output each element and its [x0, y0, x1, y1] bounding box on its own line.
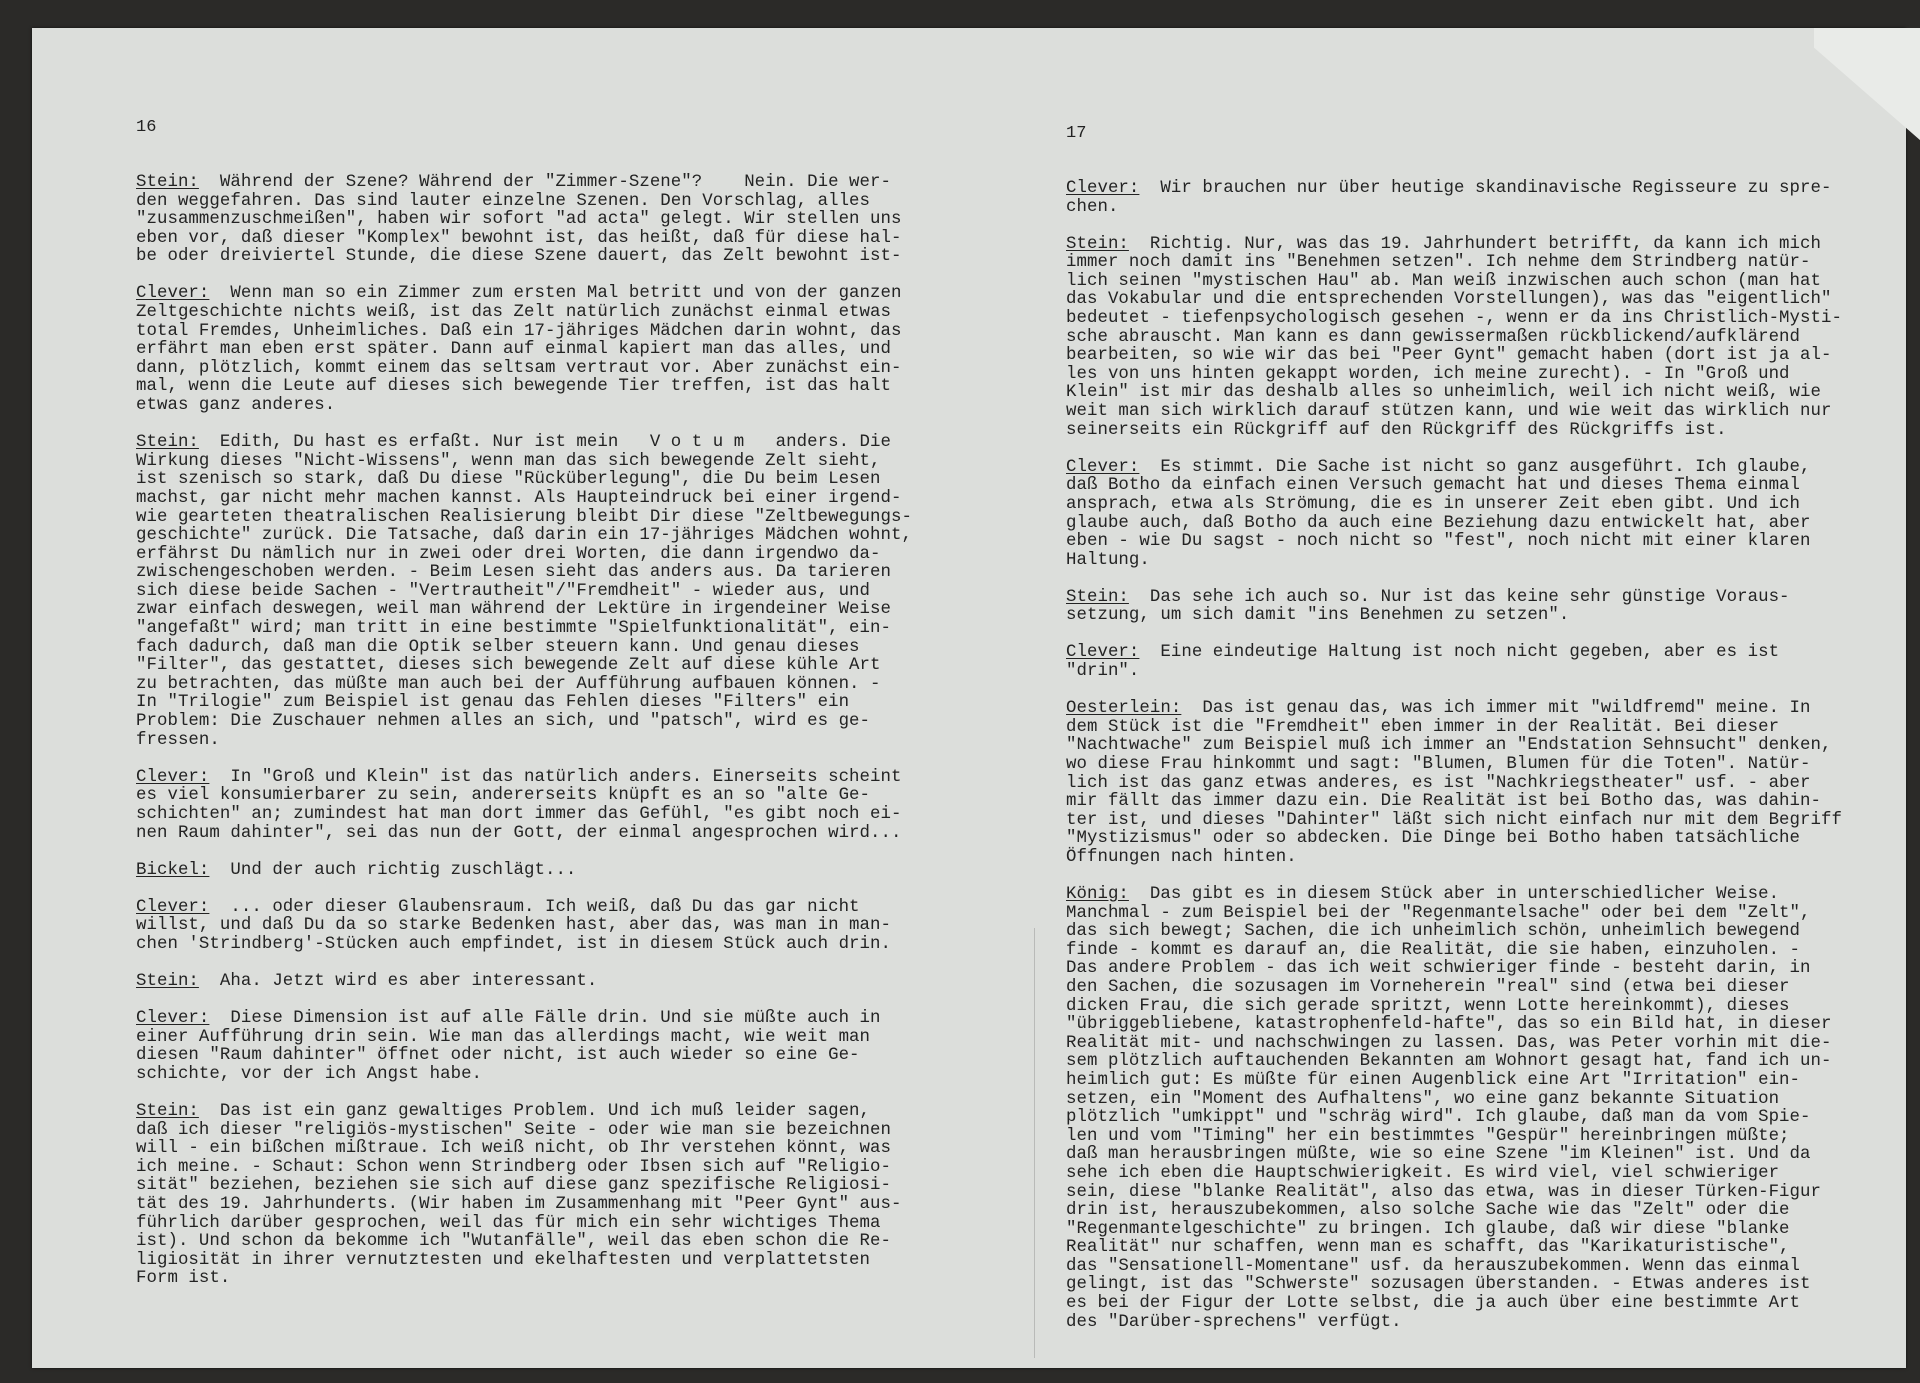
- text-line: "angefaßt" wird; man tritt in eine bestimmte "Spielfunktionalität", ein-: [136, 619, 891, 639]
- text-line: sich diese beide Sachen - "Vertrautheit"/"Fremdheit" - wieder aus, und: [136, 581, 871, 601]
- text-line: immer noch damit ins "Benehmen setzen". Ich nehme dem Strindberg natür-: [1066, 253, 1811, 273]
- text-line: fressen.: [136, 730, 220, 750]
- text-line: plötzlich "umkippt" und "schräg wird". Ich glaube, daß man da vom Spie-: [1066, 1108, 1811, 1128]
- text-line: daß Botho da einfach einen Versuch gemacht hat und dieses Thema einmal: [1066, 476, 1801, 496]
- text-line: Realität" nur schaffen, wenn man es schafft, das "Karikaturistische",: [1066, 1238, 1790, 1258]
- dialogue-paragraph: [136, 1103, 976, 1289]
- dialogue-paragraph: [1066, 236, 1896, 441]
- text-line: das Vokabular und die entsprechenden Vorstellungen), was das "eigentlich": [1066, 290, 1832, 310]
- text-line: Aha. Jetzt wird es aber interessant.: [198, 971, 598, 991]
- speaker-name: Clever:: [1066, 643, 1140, 663]
- page-number-left: 16: [136, 118, 157, 137]
- text-line: sehe ich eben die Hauptschwierigkeit. Es wird viel, viel schwieriger: [1066, 1163, 1780, 1183]
- text-line: dicken Frau, die sich gerade spritzt, wenn Lotte hereinkommt), dieses: [1066, 996, 1790, 1016]
- text-line: be oder dreiviertel Stunde, die diese Szene dauert, das Zelt bewohnt ist-: [136, 247, 902, 267]
- text-line: Das sehe ich auch so. Nur ist das keine sehr günstige Voraus-: [1128, 587, 1790, 607]
- speaker-name: Oesterlein:: [1066, 699, 1182, 719]
- speaker-name: Clever:: [136, 284, 210, 304]
- text-line: chen 'Strindberg'-Stücken auch empfindet, ist in diesem Stück auch drin.: [136, 934, 891, 954]
- text-line: "drin".: [1066, 662, 1140, 682]
- speaker-name: Stein:: [136, 971, 199, 991]
- speaker-name: Bickel:: [136, 860, 210, 880]
- text-line: chen.: [1066, 197, 1119, 217]
- text-line: wie gearteten theatralischen Realisierung bleibt Dir diese "Zeltbewegungs-: [136, 507, 912, 527]
- text-line: machst, gar nicht mehr machen kannst. Als Haupteindruck bei einer irgend-: [136, 488, 902, 508]
- text-line: ter ist, und dieses "Dahinter" läßt sich nicht einfach nur mit dem Begriff: [1066, 810, 1842, 830]
- text-line: Das ist ein ganz gewaltiges Problem. Und ich muß leider sagen,: [198, 1101, 871, 1121]
- text-line: Richtig. Nur, was das 19. Jahrhundert betrifft, da kann ich mich: [1128, 234, 1822, 254]
- text-line: Es stimmt. Die Sache ist nicht so ganz ausgeführt. Ich glaube,: [1139, 457, 1811, 477]
- text-line: Form ist.: [136, 1269, 231, 1289]
- text-line: Während der Szene? Während der "Zimmer-Szene"? Nein. Die wer-: [198, 173, 892, 192]
- text-line: will - ein bißchen mißtraue. Ich weiß nicht, ob Ihr verstehen könnt, was: [136, 1139, 891, 1159]
- text-line: ich meine. - Schaut: Schon wenn Strindberg oder Ibsen sich auf "Religio-: [136, 1157, 891, 1177]
- dialogue-paragraph: [136, 434, 976, 750]
- speaker-name: Stein:: [1066, 234, 1129, 254]
- text-line: "übriggebliebene, katastrophenfeld-hafte", das so ein Bild hat, in dieser: [1066, 1015, 1832, 1035]
- speaker-name: Clever:: [136, 897, 210, 917]
- text-line: eben vor, daß dieser "Komplex" bewohnt ist, das heißt, daß für diese hal-: [136, 228, 902, 248]
- text-line: schichten" an; zumindest hat man dort immer das Gefühl, "es gibt noch ei-: [136, 804, 902, 824]
- text-line: fach dadurch, daß man die Optik selber steuern kann. Und genau dieses: [136, 637, 860, 657]
- text-line: ist szenisch so stark, daß Du diese "Rücküberlegung", die Du beim Lesen: [136, 470, 881, 490]
- text-line: Problem: Die Zuschauer nehmen alles an sich, und "patsch", wird es ge-: [136, 712, 871, 732]
- text-line: setzung, um sich damit "ins Benehmen zu setzen".: [1066, 606, 1570, 626]
- text-line: Das ist genau das, was ich immer mit "wildfremd" meine. In: [1181, 699, 1811, 719]
- text-line: dem Stück ist die "Fremdheit" eben immer in der Realität. Bei dieser: [1066, 717, 1780, 737]
- speaker-name: Clever:: [1066, 457, 1140, 477]
- right-page-text: [1066, 180, 1896, 1351]
- dialogue-paragraph: [1066, 589, 1896, 626]
- text-line: zwar einfach deswegen, weil man während der Lektüre in irgendeiner Weise: [136, 600, 891, 620]
- text-line: ligiosität in ihrer vernutztesten und ekelhaftesten und verplattetsten: [136, 1250, 871, 1270]
- text-line: willst, und daß Du da so starke Bedenken hast, aber das, was man in man-: [136, 916, 891, 936]
- page-number-right: 17: [1066, 124, 1087, 143]
- text-line: sche abrauscht. Man kann es dann gewissermaßen rückblickend/aufklärend: [1066, 327, 1801, 347]
- text-line: Klein" ist mir das deshalb alles so unheimlich, weil ich nicht weiß, wie: [1066, 383, 1821, 403]
- text-line: es viel konsumierbarer zu sein, andererseits knüpft es an so "alte Ge-: [136, 786, 871, 806]
- speaker-name: Stein:: [136, 173, 199, 192]
- text-line: lich ist das ganz etwas anderes, es ist "Nachkriegstheater" usf. - aber: [1066, 773, 1811, 793]
- text-line: ansprach, etwa als Strömung, die es in unserer Zeit eben gibt. Und ich: [1066, 494, 1801, 514]
- text-line: Öffnungen nach hinten.: [1066, 847, 1297, 867]
- text-line: ist). Und schon da bekomme ich "Wutanfälle", weil das eben schon die Re-: [136, 1232, 891, 1252]
- text-line: Wirkung dieses "Nicht-Wissens", wenn man das sich bewegende Zelt sieht,: [136, 451, 881, 471]
- text-line: führlich darüber gesprochen, weil das für mich ein sehr wichtiges Thema: [136, 1213, 881, 1233]
- text-line: das "Sensationell-Momentane" usf. da herauszubekommen. Wenn das einmal: [1066, 1256, 1801, 1276]
- text-line: das sich bewegt; Sachen, die ich unheimlich schön, unheimlich bewegend: [1066, 922, 1801, 942]
- text-line: les von uns hinten gekappt worden, ich meine zurecht). - In "Groß und: [1066, 364, 1790, 384]
- text-line: den Sachen, die sozusagen im Vorneherein "real" sind (etwa bei dieser: [1066, 977, 1790, 997]
- text-line: ... oder dieser Glaubensraum. Ich weiß, daß Du das gar nicht: [209, 897, 860, 917]
- text-line: glaube auch, daß Botho da auch eine Beziehung dazu entwickelt hat, aber: [1066, 513, 1811, 533]
- text-line: Wenn man so ein Zimmer zum ersten Mal betritt und von der ganzen: [209, 284, 902, 304]
- page-fold-line: [1034, 928, 1035, 1358]
- text-line: nen Raum dahinter", sei das nun der Gott, der einmal angesprochen wird...: [136, 823, 902, 843]
- text-line: daß man herausbringen müßte, wie so eine Szene "im Kleinen" ist. Und da: [1066, 1145, 1811, 1165]
- text-line: Zeltgeschichte nichts weiß, ist das Zelt natürlich zunächst einmal etwas: [136, 303, 891, 323]
- speaker-name: Clever:: [136, 1009, 210, 1029]
- text-line: geschichte" zurück. Die Tatsache, daß darin ein 17-jähriges Mädchen wohnt,: [136, 526, 912, 546]
- text-line: bedeutet - tiefenpsychologisch gesehen -, wenn er da ins Christlich-Mysti-: [1066, 309, 1842, 329]
- speaker-name: Stein:: [136, 433, 199, 453]
- text-line: len und vom "Timing" her ein bestimmtes "Gespür" hereinbringen müßte;: [1066, 1126, 1790, 1146]
- text-line: In "Groß und Klein" ist das natürlich anders. Einerseits scheint: [209, 767, 902, 787]
- text-line: heimlich gut: Es müßte für einen Augenblick eine Art "Irritation" ein-: [1066, 1070, 1801, 1090]
- speaker-name: Stein:: [136, 1101, 199, 1121]
- text-line: zu betrachten, das müßte man auch bei der Aufführung aufbauen können. -: [136, 674, 881, 694]
- text-line: diesen "Raum dahinter" öffnet oder nicht, ist auch wieder so eine Ge-: [136, 1046, 860, 1066]
- text-line: "Mystizismus" oder so abdecken. Die Dinge bei Botho haben tatsächliche: [1066, 829, 1801, 849]
- folded-corner: [1814, 28, 1920, 168]
- text-line: Das gibt es in diesem Stück aber in unterschiedlicher Weise.: [1128, 885, 1780, 904]
- text-line: Und der auch richtig zuschlägt...: [209, 860, 577, 880]
- text-line: "Nachtwache" zum Beispiel muß ich immer an "Endstation Sehnsucht" denken,: [1066, 736, 1832, 756]
- text-line: mir fällt das immer dazu ein. Die Realität ist bei Botho das, was dahin-: [1066, 792, 1821, 812]
- dialogue-paragraph: [1066, 180, 1896, 217]
- dialogue-paragraph: [136, 862, 976, 881]
- text-line: mal, wenn die Leute auf dieses sich bewegende Tier treffen, ist das halt: [136, 377, 891, 397]
- text-line: lich seinen "mystischen Hau" ab. Man weiß inzwischen auch schon (man hat: [1066, 271, 1821, 291]
- dialogue-paragraph: [136, 973, 976, 992]
- text-line: "zusammenzuschmeißen", haben wir sofort "ad acta" gelegt. Wir stellen uns: [136, 210, 902, 230]
- text-line: Realität mit- und nachschwingen zu lassen. Das, was Peter vorhin mit die-: [1066, 1033, 1832, 1053]
- text-line: etwas ganz anderes.: [136, 396, 336, 416]
- text-line: tät des 19. Jahrhunderts. (Wir haben im Zusammenhang mit "Peer Gynt" aus-: [136, 1194, 902, 1214]
- text-line: erfährt man eben erst später. Dann auf einmal kapiert man das alles, und: [136, 340, 891, 360]
- text-line: schichte, vor der ich Angst habe.: [136, 1064, 483, 1084]
- text-line: drin ist, herauszubekommen, also solche Sache wie das "Zelt" oder die: [1066, 1201, 1790, 1221]
- dialogue-paragraph: [136, 899, 976, 955]
- dialogue-paragraph: [136, 174, 976, 267]
- text-line: seinerseits ein Rückgriff auf den Rückgriff des Rückgriffs ist.: [1066, 420, 1727, 440]
- left-page-text: [136, 174, 976, 1307]
- text-line: bearbeiten, so wie wir das bei "Peer Gynt" gemacht haben (dort ist ja al-: [1066, 346, 1832, 366]
- text-line: zwischengeschoben werden. - Beim Lesen sieht das anders aus. Da tarieren: [136, 563, 891, 583]
- text-line: Manchmal - zum Beispiel bei der "Regenmantelsache" oder bei dem "Zelt",: [1066, 903, 1811, 923]
- speaker-name: Stein:: [1066, 587, 1129, 607]
- dialogue-paragraph: [1066, 459, 1896, 571]
- dialogue-paragraph: [136, 285, 976, 415]
- text-line: Das andere Problem - das ich weit schwieriger finde - besteht darin, in: [1066, 959, 1811, 979]
- text-line: sein, diese "blanke Realität", also das etwa, was in dieser Türken-Figur: [1066, 1182, 1821, 1202]
- dialogue-paragraph: [136, 769, 976, 843]
- text-line: einer Aufführung drin sein. Wie man das allerdings macht, wie weit man: [136, 1027, 871, 1047]
- speaker-name: Clever:: [1066, 179, 1140, 198]
- text-line: In "Trilogie" zum Beispiel ist genau das Fehlen dieses "Filters" ein: [136, 693, 850, 713]
- text-line: daß ich dieser "religiös-mystischen" Seite - oder wie man sie bezeichnen: [136, 1120, 891, 1140]
- text-line: Haltung.: [1066, 550, 1150, 570]
- text-line: "Filter", das gestattet, dieses sich bewegende Zelt auf diese kühle Art: [136, 656, 881, 676]
- text-line: des "Darüber-sprechens" verfügt.: [1066, 1312, 1402, 1332]
- dialogue-paragraph: [1066, 886, 1896, 1332]
- text-line: gelingt, ist das "Schwerste" sozusagen überstanden. - Etwas anderes ist: [1066, 1275, 1811, 1295]
- text-line: es bei der Figur der Lotte selbst, die ja auch über eine bestimmte Art: [1066, 1294, 1801, 1314]
- text-line: dann, plötzlich, kommt einem das seltsam vertraut vor. Aber zunächst ein-: [136, 358, 902, 378]
- speaker-name: König:: [1066, 885, 1129, 904]
- text-line: den weggefahren. Das sind lauter einzelne Szenen. Den Vorschlag, alles: [136, 191, 871, 211]
- dialogue-paragraph: [136, 1010, 976, 1084]
- text-line: Diese Dimension ist auf alle Fälle drin. Und sie müßte auch in: [209, 1009, 881, 1029]
- document-sheet: [32, 28, 1906, 1368]
- text-line: eben - wie Du sagst - noch nicht so "fest", noch nicht mit einer klaren: [1066, 532, 1811, 552]
- text-line: total Fremdes, Unheimliches. Daß ein 17-jähriges Mädchen darin wohnt, das: [136, 321, 902, 341]
- text-line: setzen, ein "Moment des Aufhaltens", wo eine ganz bekannte Situation: [1066, 1089, 1780, 1109]
- text-line: wo diese Frau hinkommt und sagt: "Blumen, Blumen für die Toten". Natür-: [1066, 754, 1811, 774]
- text-line: sem plötzlich auftauchenden Bekannten am Wohnort gesagt hat, fand ich un-: [1066, 1052, 1832, 1072]
- dialogue-paragraph: [1066, 700, 1896, 867]
- text-line: Eine eindeutige Haltung ist noch nicht gegeben, aber es ist: [1139, 643, 1780, 663]
- text-line: sität" beziehen, beziehen sie sich auf diese ganz spezifische Religiosi-: [136, 1176, 891, 1196]
- dialogue-paragraph: [1066, 644, 1896, 681]
- text-line: weit man sich wirklich darauf stützen kann, und wie weit das wirklich nur: [1066, 402, 1832, 422]
- text-line: Edith, Du hast es erfaßt. Nur ist mein V o t u m anders. Die: [198, 433, 892, 453]
- text-line: erfährst Du nämlich nur in zwei oder drei Worten, die dann irgendwo da-: [136, 544, 881, 564]
- text-line: "Regenmantelgeschichte" zu bringen. Ich glaube, daß wir diese "blanke: [1066, 1219, 1790, 1239]
- text-line: finde - kommt es darauf an, die Realität, die sie haben, einzuholen. -: [1066, 940, 1801, 960]
- text-line: Wir brauchen nur über heutige skandinavische Regisseure zu spre-: [1139, 179, 1832, 198]
- speaker-name: Clever:: [136, 767, 210, 787]
